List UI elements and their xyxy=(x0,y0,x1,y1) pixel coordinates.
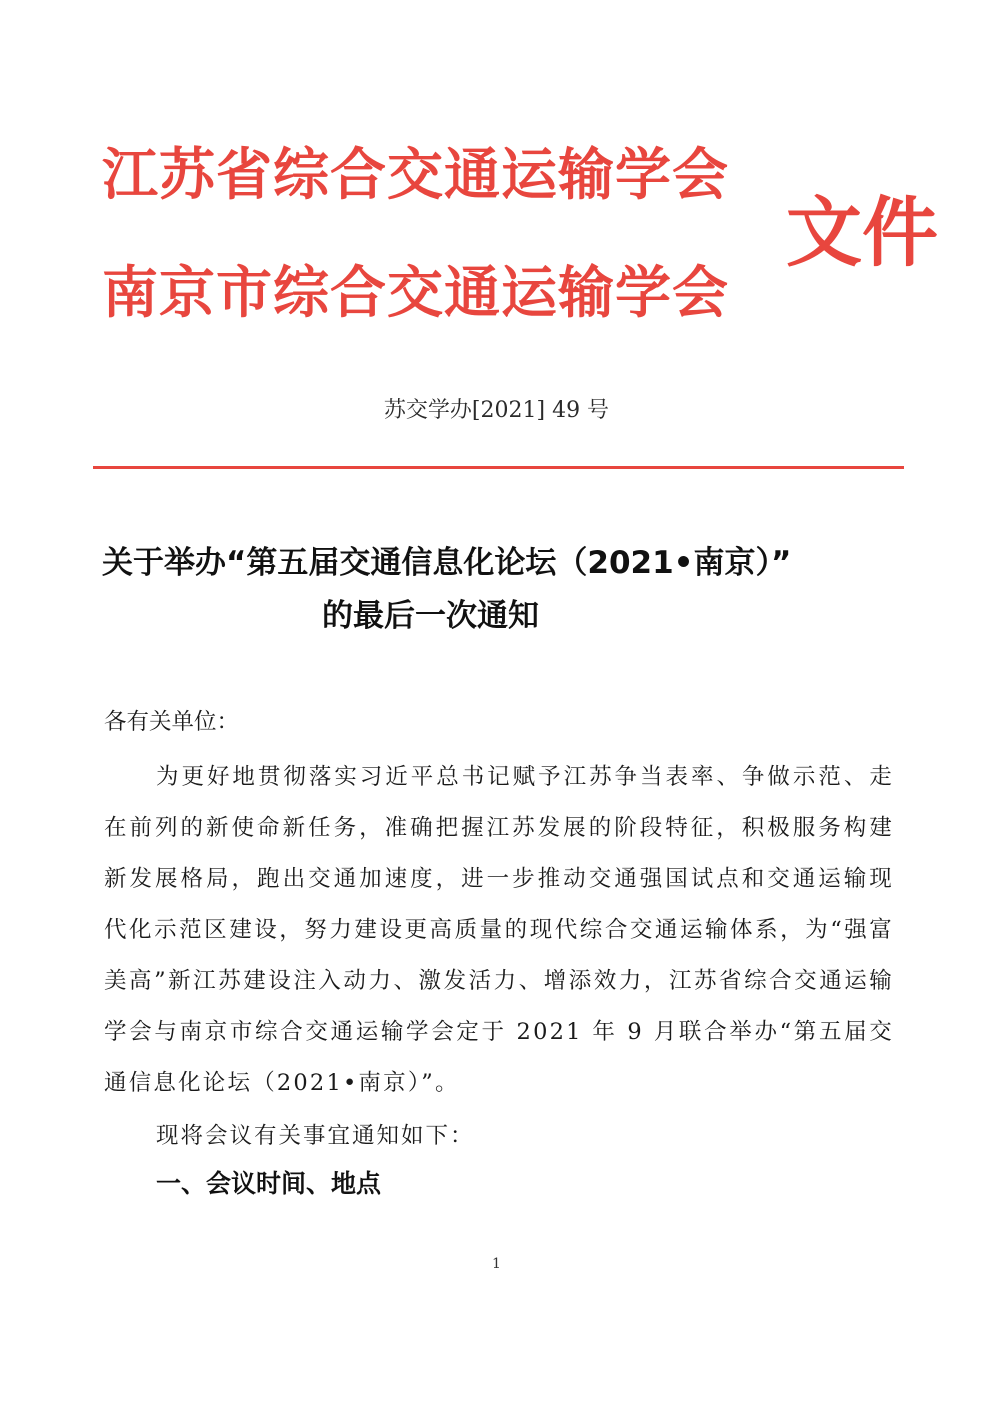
document-title-line-1: 关于举办“第五届交通信息化论坛（2021•南京）” xyxy=(102,545,792,581)
body-paragraph-intro: 为更好地贯彻落实习近平总书记赋予江苏争当表率、争做示范、走在前列的新使命新任务，准确把握江苏发展的阶段特征，积极服务构建新发展格局，跑出交通加速度，进一步推动交通强国试点和交通运输现代化示范区建设，努力建设更高质量的现代综合交通运输体系，为“强富美高”新江苏建设注入动力、激发活力、增添效力，江苏省综合交通运输学会与南京市综合交通运输学会定于 2021 年 9 月联合举办“第五届交通信息化论坛（2021•南京）”。 xyxy=(104,764,894,1096)
body-paragraph-notice: 现将会议有关事宜通知如下： xyxy=(156,1123,475,1149)
page-number: 1 xyxy=(492,1256,501,1272)
red-divider-line xyxy=(93,466,904,469)
issuing-org-line-2: 南京市综合交通运输学会 xyxy=(102,260,729,326)
salutation: 各有关单位： xyxy=(104,709,240,735)
section-heading-time-location: 一、会议时间、地点 xyxy=(156,1169,382,1198)
document-number: 苏交学办[2021] 49 号 xyxy=(383,398,610,423)
document-word: 文件 xyxy=(786,188,938,277)
document-title-line-2: 的最后一次通知 xyxy=(322,598,539,634)
issuing-org-line-1: 江苏省综合交通运输学会 xyxy=(102,142,729,208)
